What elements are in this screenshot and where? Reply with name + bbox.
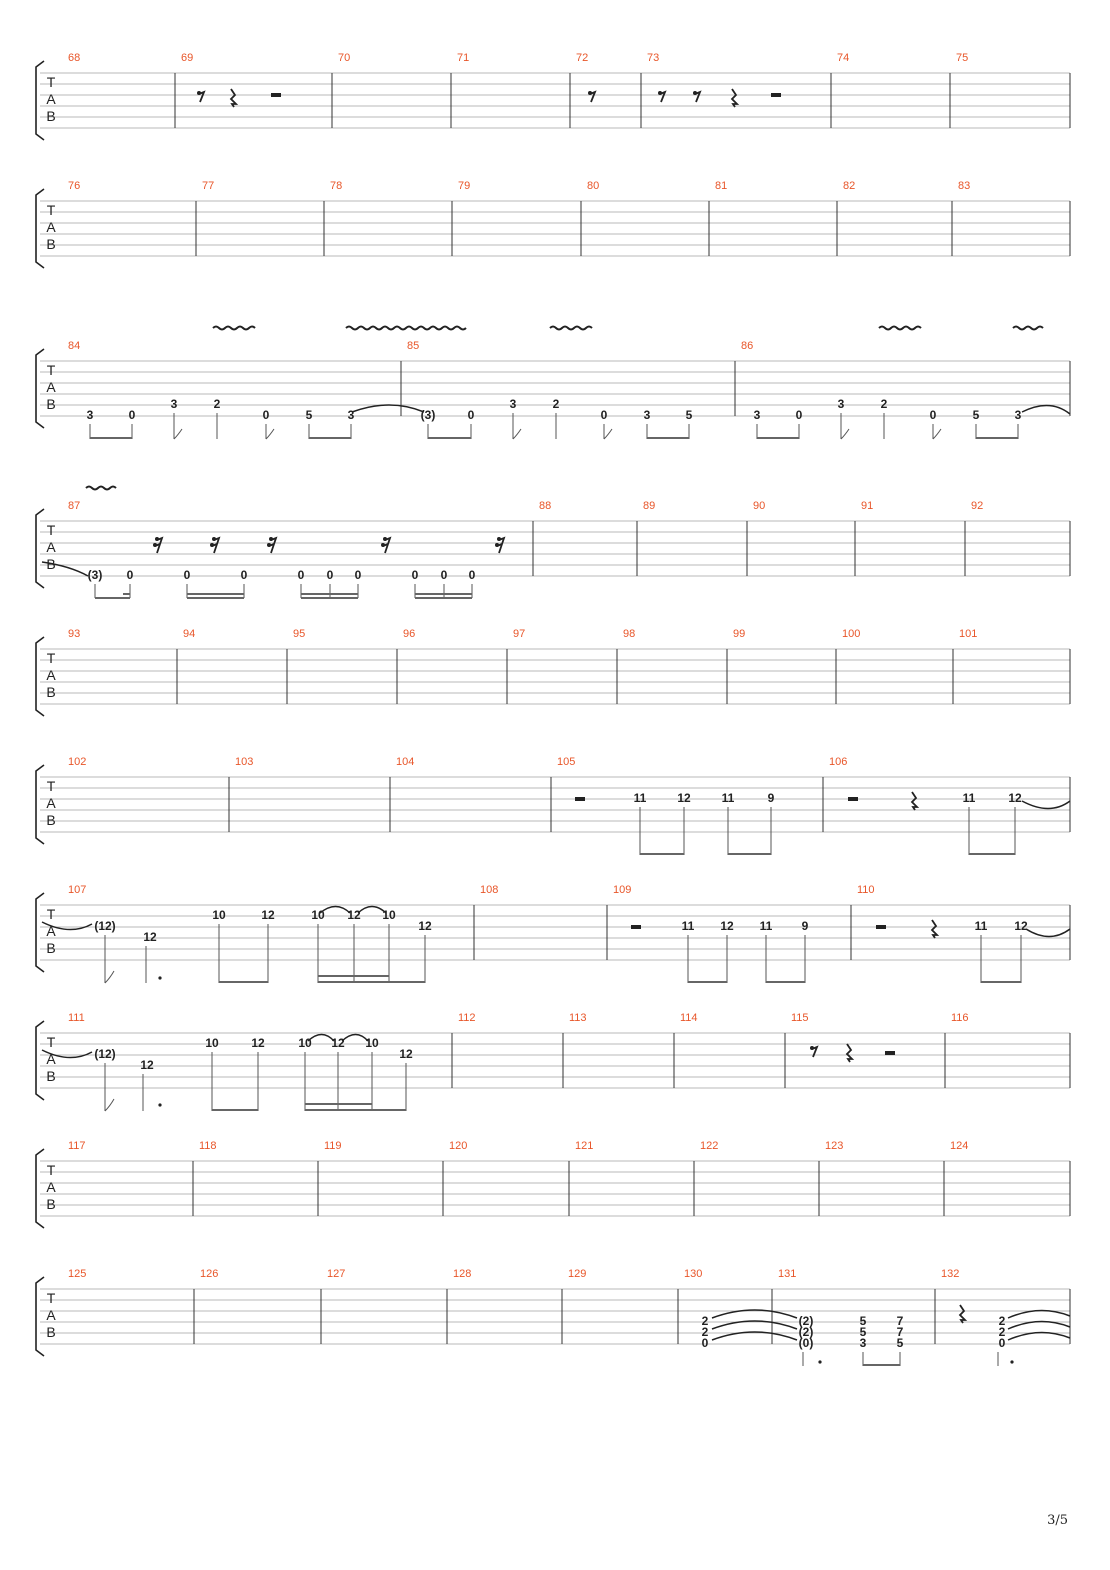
tab-clef-letter: B [46, 236, 56, 252]
tab-clef-letter: T [46, 74, 56, 90]
measure-number: 120 [449, 1140, 468, 1152]
fret-number: 2 [552, 397, 560, 411]
fret-number: 3 [753, 408, 761, 422]
measure-number: 119 [324, 1140, 342, 1152]
measure-number: 126 [200, 1268, 219, 1280]
fret-number: 3 [859, 1336, 867, 1350]
fret-number: 2 [880, 397, 888, 411]
measure-number: 98 [623, 628, 636, 640]
half-rest [575, 797, 585, 801]
fret-number: 7 [896, 1325, 904, 1339]
measure-number: 93 [68, 628, 81, 640]
rhythm-system-7 [105, 907, 1070, 984]
tab-clef-letter: A [46, 1307, 56, 1323]
measure-number: 80 [587, 180, 600, 192]
measure-number: 106 [829, 756, 848, 768]
measure-number: 113 [569, 1012, 587, 1024]
measure-number: 95 [293, 628, 306, 640]
measure-number: 117 [68, 1140, 86, 1152]
frets-system-7 [94, 908, 1028, 944]
tie [1022, 801, 1070, 809]
measure-number: 78 [330, 180, 343, 192]
page-number: 3/5 [1047, 1513, 1068, 1528]
tab-clef-letter: A [46, 923, 56, 939]
fret-number: 12 [261, 908, 275, 922]
fret-number: 12 [399, 1047, 413, 1061]
vibrato-mark [346, 327, 466, 330]
fret-number: 0 [183, 568, 191, 582]
quarter-rest [932, 920, 937, 938]
fret-number: 11 [681, 919, 695, 933]
tab-clef-letter: A [46, 1051, 56, 1067]
tab-clef-letter: A [46, 219, 56, 235]
tab-system [36, 1140, 1070, 1228]
rests-system-1 [197, 89, 781, 107]
fret-number: 12 [677, 791, 691, 805]
measure-number: 115 [791, 1012, 809, 1024]
tab-clef-letter: T [46, 906, 56, 922]
fret-number: 3 [347, 408, 355, 422]
fret-number: 12 [251, 1036, 265, 1050]
tab-clef-letter: T [46, 202, 56, 218]
measure-number: 118 [199, 1140, 217, 1152]
measure-number: 121 [575, 1140, 594, 1152]
tab-system [36, 1012, 1070, 1100]
tab-system [36, 1268, 1070, 1356]
fret-number: 12 [331, 1036, 345, 1050]
half-rest [631, 925, 641, 929]
measure-number: 122 [700, 1140, 719, 1152]
fret-number: (2) [798, 1325, 814, 1339]
fret-number: 11 [633, 791, 647, 805]
tab-system [36, 180, 1070, 268]
fret-number: (0) [798, 1336, 814, 1350]
tab-system [36, 52, 1070, 140]
fret-number: 12 [418, 919, 432, 933]
fret-number: 0 [297, 568, 305, 582]
tab-clef-letter: B [46, 812, 56, 828]
measure-number: 73 [647, 52, 660, 64]
half-rest [848, 797, 858, 801]
tie [1008, 1321, 1070, 1329]
measure-number: 79 [458, 180, 471, 192]
tab-clef-letter: A [46, 667, 56, 683]
measure-number: 82 [843, 180, 856, 192]
measure-number: 112 [458, 1012, 476, 1024]
fret-number: 2 [213, 397, 221, 411]
tab-system [36, 628, 1070, 716]
fret-number: 3 [643, 408, 651, 422]
eighth-rest [588, 91, 595, 102]
measure-number: 127 [327, 1268, 346, 1280]
measure-number: 81 [715, 180, 728, 192]
measure-number: 96 [403, 628, 416, 640]
fret-number: 9 [801, 919, 809, 933]
systems [36, 52, 1070, 1356]
fret-number: 0 [467, 408, 475, 422]
fret-number: 0 [262, 408, 270, 422]
measure-number: 94 [183, 628, 196, 640]
measure-number: 76 [68, 180, 81, 192]
sixteenth-rest [153, 537, 162, 553]
measure-number: 89 [643, 500, 656, 512]
fret-number: 3 [837, 397, 845, 411]
fret-number: 0 [240, 568, 248, 582]
frets-system-4 [88, 568, 476, 582]
fret-number: 0 [126, 568, 134, 582]
tab-clef-letter: T [46, 522, 56, 538]
tab-clef-letter: A [46, 539, 56, 555]
tab-clef-letter: B [46, 684, 56, 700]
measure-number: 103 [235, 756, 254, 768]
tie [308, 1035, 334, 1042]
tab-clef-letter: B [46, 1068, 56, 1084]
vibrato-mark [550, 327, 592, 330]
quarter-rest [847, 1044, 852, 1062]
tab-clef-letter: T [46, 1290, 56, 1306]
measure-number: 124 [950, 1140, 969, 1152]
fret-number: 3 [509, 397, 517, 411]
fret-number: 11 [974, 919, 988, 933]
fret-number: (3) [87, 568, 103, 582]
tab-clef-letter: T [46, 650, 56, 666]
tab-system [36, 884, 1070, 972]
quarter-rest [960, 1305, 965, 1323]
measure-number: 70 [338, 52, 351, 64]
tie [1008, 1310, 1070, 1318]
measure-number: 116 [951, 1012, 969, 1024]
quarter-rest [732, 89, 737, 107]
fret-number: 11 [962, 791, 976, 805]
frets-system-6 [634, 791, 1022, 805]
fret-number: 5 [305, 408, 313, 422]
fret-number: 10 [382, 908, 396, 922]
vibrato-marks-system-3 [213, 327, 1043, 330]
measure-number: 129 [568, 1268, 587, 1280]
fret-number: 12 [1014, 919, 1028, 933]
measure-number: 128 [453, 1268, 472, 1280]
measure-number: 77 [202, 180, 215, 192]
fret-number: 0 [468, 568, 476, 582]
measure-number: 110 [857, 884, 875, 896]
measure-number: 90 [753, 500, 766, 512]
fret-number: 10 [311, 908, 325, 922]
fret-number: 12 [347, 908, 361, 922]
fret-number: 12 [720, 919, 734, 933]
tab-clef-letter: T [46, 778, 56, 794]
sixteenth-rest [210, 537, 219, 553]
measure-number: 102 [68, 756, 87, 768]
half-rest [876, 925, 886, 929]
vibrato-mark [86, 487, 116, 490]
tab-clef-letter: A [46, 379, 56, 395]
tie [1008, 1332, 1070, 1340]
measure-number: 92 [971, 500, 984, 512]
tie [1026, 929, 1070, 937]
quarter-rest [231, 89, 236, 107]
measure-number: 83 [958, 180, 971, 192]
tab-clef-letter: T [46, 362, 56, 378]
frets-system-3 [87, 397, 1022, 422]
measure-number: 114 [680, 1012, 698, 1024]
fret-number: 0 [998, 1336, 1006, 1350]
measure-number: 107 [68, 884, 87, 896]
half-rest [271, 93, 281, 97]
fret-number: 5 [896, 1336, 904, 1350]
fret-number: 3 [86, 408, 94, 422]
fret-number: 0 [354, 568, 362, 582]
measure-number: 132 [941, 1268, 960, 1280]
measure-number: 99 [733, 628, 746, 640]
fret-number: 7 [896, 1314, 904, 1328]
fret-number: 3 [1014, 408, 1022, 422]
sixteenth-rest [267, 537, 276, 553]
eighth-rest [197, 91, 204, 102]
quarter-rest [912, 792, 917, 810]
measure-number: 87 [68, 500, 81, 512]
tab-clef-letter: A [46, 91, 56, 107]
fret-number: 12 [1008, 791, 1022, 805]
fret-number: 0 [929, 408, 937, 422]
frets-system-8 [94, 1036, 413, 1072]
tab-clef-letter: A [46, 795, 56, 811]
fret-number: 5 [859, 1314, 867, 1328]
fret-number: 0 [795, 408, 803, 422]
measure-number: 69 [181, 52, 194, 64]
measure-number: 125 [68, 1268, 87, 1280]
fret-number: 10 [298, 1036, 312, 1050]
fret-number: 0 [326, 568, 334, 582]
eighth-rest [658, 91, 665, 102]
fret-number: 2 [998, 1314, 1006, 1328]
fret-number: (12) [94, 1047, 116, 1061]
fret-number: 10 [212, 908, 226, 922]
tab-clef-letter: B [46, 396, 56, 412]
vibrato-mark [213, 327, 255, 330]
half-rest [771, 93, 781, 97]
measure-number: 88 [539, 500, 552, 512]
fret-number: 10 [365, 1036, 379, 1050]
measure-number: 71 [457, 52, 470, 64]
fret-number: 0 [440, 568, 448, 582]
measure-number: 86 [741, 340, 754, 352]
fret-number: (12) [94, 919, 116, 933]
measure-number: 104 [396, 756, 415, 768]
rhythm-system-10 [712, 1305, 1070, 1366]
fret-number: 3 [170, 397, 178, 411]
measure-number: 101 [959, 628, 978, 640]
rhythm-system-8 [105, 1035, 895, 1112]
half-rest [885, 1051, 895, 1055]
measure-number: 100 [842, 628, 861, 640]
fret-number: (3) [420, 408, 436, 422]
fret-number: 2 [998, 1325, 1006, 1339]
fret-number: 11 [721, 791, 735, 805]
tie [1022, 405, 1070, 414]
tab-clef-letter: B [46, 108, 56, 124]
fret-number: 5 [859, 1325, 867, 1339]
measure-number: 74 [837, 52, 850, 64]
tab-clef-letter: T [46, 1034, 56, 1050]
tab-system [36, 500, 1070, 588]
vibrato-mark [879, 327, 921, 330]
tab-clef-letter: T [46, 1162, 56, 1178]
fret-number: 10 [205, 1036, 219, 1050]
measure-number: 109 [613, 884, 632, 896]
measure-number: 85 [407, 340, 420, 352]
fret-number: 0 [701, 1336, 709, 1350]
measure-number: 97 [513, 628, 526, 640]
fret-number: 0 [600, 408, 608, 422]
fret-number: 12 [140, 1058, 154, 1072]
measure-number: 105 [557, 756, 576, 768]
rhythm-system-3 [90, 405, 1070, 439]
tie [342, 1035, 368, 1042]
fret-number: (2) [798, 1314, 814, 1328]
tab-clef-letter: B [46, 1324, 56, 1340]
fret-number: 2 [701, 1325, 709, 1339]
sixteenth-rest [495, 537, 504, 553]
measure-number: 123 [825, 1140, 844, 1152]
measure-number: 111 [68, 1012, 85, 1024]
measure-number: 72 [576, 52, 589, 64]
fret-number: 5 [685, 408, 693, 422]
tab-system [36, 340, 1070, 428]
measure-number: 108 [480, 884, 499, 896]
tab-clef-letter: B [46, 940, 56, 956]
fret-number: 12 [143, 930, 157, 944]
tab-clef-letter: A [46, 1179, 56, 1195]
measure-number: 68 [68, 52, 81, 64]
fret-number: 2 [701, 1314, 709, 1328]
tab-clef-letter: B [46, 1196, 56, 1212]
measure-number: 84 [68, 340, 81, 352]
fret-number: 9 [767, 791, 775, 805]
tab-clef-letter: B [46, 556, 56, 572]
measure-number: 91 [861, 500, 874, 512]
fret-number: 0 [128, 408, 136, 422]
fret-number: 5 [972, 408, 980, 422]
fret-number: 0 [411, 568, 419, 582]
eighth-rest [693, 91, 700, 102]
measure-number: 75 [956, 52, 969, 64]
fret-number: 11 [759, 919, 773, 933]
vibrato-mark [1013, 327, 1043, 330]
sixteenth-rest [381, 537, 390, 553]
measure-number: 130 [684, 1268, 703, 1280]
measure-number: 131 [778, 1268, 797, 1280]
tie [352, 405, 424, 412]
